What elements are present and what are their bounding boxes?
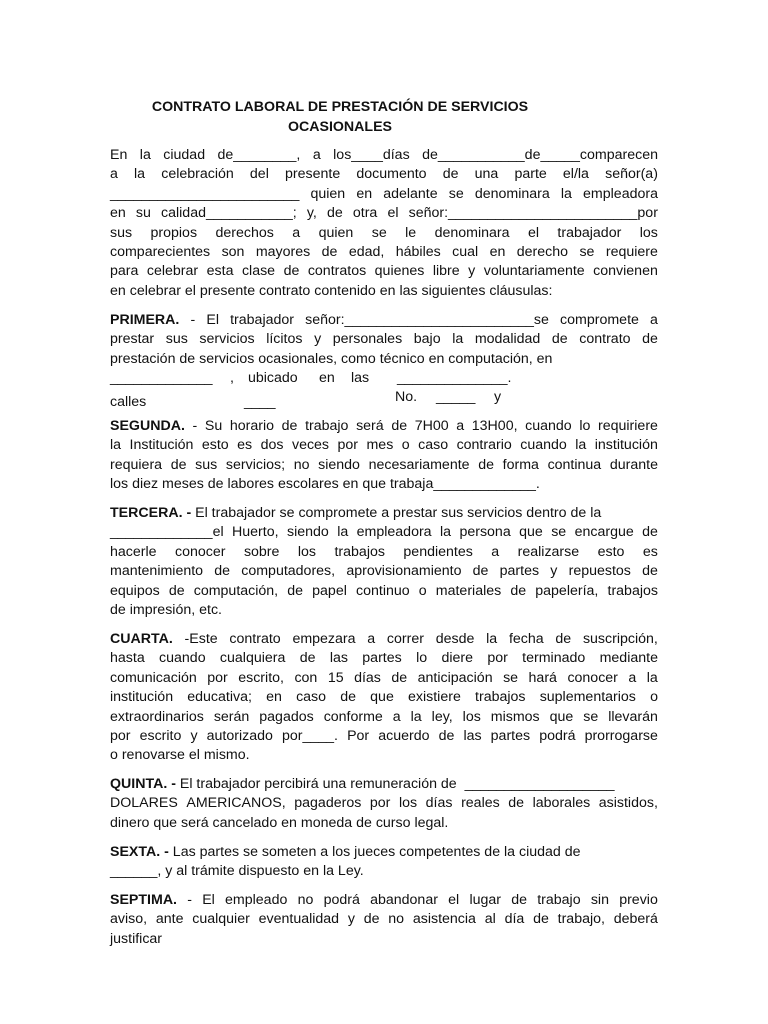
clause-sexta xyxy=(110,843,658,882)
clause-line: CUARTA. -Este contrato empezara a correr desde la fecha de suscripción, xyxy=(110,631,658,647)
intro-line: comparecientes son mayores de edad, hábiles cual en derecho se requiere xyxy=(110,244,658,261)
clause-line: institución educativa; en caso de que existiere trabajos suplementarios o xyxy=(110,689,658,706)
clause-heading: SEXTA. - xyxy=(110,844,169,860)
clause-septima xyxy=(110,891,658,949)
clause-line: prestación de servicios ocasionales, como técnico en computación, en xyxy=(110,350,553,367)
clause-line: _____________el Huerto, siendo la empleadora la persona que se encargue de xyxy=(110,524,658,541)
clause-line: hasta cuando cualquiera de las partes lo diere por terminado mediante xyxy=(110,650,658,667)
intro-line: en celebrar el presente contrato contenido en las siguientes cláusulas: xyxy=(110,282,553,299)
clause-line: dinero que será cancelado en moneda de curso legal. xyxy=(110,814,449,831)
clause-line: la Institución esto es dos veces por mes o caso contrario cuando la institución xyxy=(110,437,658,454)
clause-line: de impresión, etc. xyxy=(110,602,222,619)
clause-line: hacerle conocer sobre los trabajos pendientes a realizarse esto es xyxy=(110,543,658,560)
clause-cuarta xyxy=(110,630,658,766)
clause-line: justificar xyxy=(110,930,163,947)
clause-line: los diez meses de labores escolares en que trabaja_____________. xyxy=(110,476,540,493)
contract-title xyxy=(120,97,560,137)
clause-line: PRIMERA. - El trabajador señor:________________________se compromete a xyxy=(110,312,658,328)
clause-segunda xyxy=(110,417,658,495)
clause-line: aviso, ante cualquier eventualidad y de no asistencia al día de trabajo, deberá xyxy=(110,911,658,928)
intro-line: para celebrar esta clase de contratos quienes libre y voluntariamente convienen xyxy=(110,263,658,280)
title-line-2: OCASIONALES xyxy=(287,119,393,135)
intro-line: sus propios derechos a quien se le denominara el trabajador los xyxy=(110,224,658,241)
clause-line: SEPTIMA. - El empleado no podrá abandonar el lugar de trabajo sin previo xyxy=(110,892,658,908)
clause-line: por escrito y autorizado por____. Por acuerdo de las partes podrá prorrogarse xyxy=(110,728,658,745)
clause-line: QUINTA. - El trabajador percibirá una remuneración de ___________________ xyxy=(110,776,615,792)
clause-line: requiera de sus servicios; no siendo necesariamente de forma continua durante xyxy=(110,456,658,473)
clause-line: equipos de computación, de papel continuo o materiales de papelería, trabajos xyxy=(110,582,658,599)
clause-line: o renovarse el mismo. xyxy=(110,747,250,764)
title-line-1: CONTRATO LABORAL DE PRESTACIÓN DE SERVICIOS xyxy=(151,99,529,115)
clause-line: mantenimiento de computadores, aprovisionamiento de partes y repuestos de xyxy=(110,563,658,580)
clause-line: DOLARES AMERICANOS, pagaderos por los días reales de laborales asistidos, xyxy=(110,795,658,812)
clause-line: TERCERA. - El trabajador se compromete a prestar sus servicios dentro de la xyxy=(110,505,602,521)
clause-heading: QUINTA. - xyxy=(110,776,176,792)
clause-line: prestar sus servicios lícitos y personales bajo la modalidad de contrato de xyxy=(110,331,658,348)
intro-line: en su calidad___________; y, de otra el señor:________________________por xyxy=(110,205,658,222)
clause-line: ______, y al trámite dispuesto en la Ley. xyxy=(110,863,364,880)
clause-line: SEGUNDA. - Su horario de trabajo será de 7H00 a 13H00, cuando lo requiriere xyxy=(110,418,658,434)
intro-line: En la ciudad de________, a los____días de___________de_____comparecen xyxy=(110,147,658,163)
clause-line: calles ____ No. _____ y xyxy=(110,388,502,410)
clause-primera xyxy=(110,311,658,408)
clause-heading: TERCERA. - xyxy=(110,505,192,521)
intro-line: ________________________ quien en adelante se denominara la empleadora xyxy=(110,185,658,202)
intro-paragraph xyxy=(110,146,658,301)
clause-tercera xyxy=(110,504,658,620)
intro-line: a la celebración del presente documento de una parte el/la señor(a) xyxy=(110,166,658,183)
clause-line: comunicación por escrito, con 15 días de anticipación se hará conocer a la xyxy=(110,669,658,686)
clause-line: extraordinarios serán pagados conforme a la ley, los mismos que se llevarán xyxy=(110,708,658,725)
clause-line: _____________ , ubicado en las ______________. xyxy=(110,370,512,387)
clause-quinta xyxy=(110,775,658,833)
clause-line: SEXTA. - Las partes se someten a los jueces competentes de la ciudad de xyxy=(110,844,581,860)
